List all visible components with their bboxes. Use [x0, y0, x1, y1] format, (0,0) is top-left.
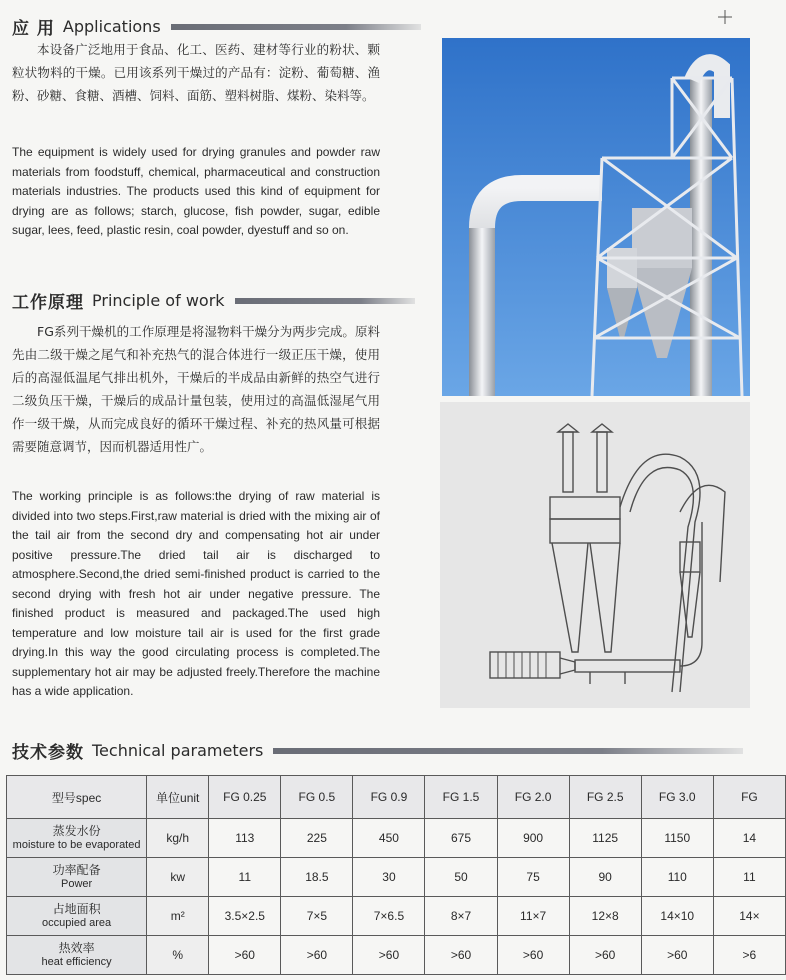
technical-heading-en: Technical parameters — [92, 741, 264, 760]
spec-header: 型号spec — [7, 776, 147, 819]
table-header-row — [7, 776, 786, 819]
table-cell: 7×6.5 — [353, 897, 425, 936]
table-row — [7, 858, 786, 897]
model-header: FG 0.5 — [281, 776, 353, 819]
principle-heading — [12, 288, 415, 313]
table-cell: >60 — [353, 936, 425, 975]
table-cell: 3.5×2.5 — [209, 897, 281, 936]
table-cell: 110 — [641, 858, 713, 897]
applications-heading — [12, 14, 421, 39]
principle-text-en: The working principle is as follows:the drying of raw material is divided into two steps.First,raw material is dried with the mixing air of the tail air from the second dry and compensating hot air under positive pressure.The dried tail air is discharged to atmosphere.Second,the dried semi-finished product is carried to the second drying with fresh hot air under negative pressure. The finished product is measured and packaged.The used high temperature and low moisture tail air is used for the first grade drying.In this way the good circulating process is completed.The supplementary hot air may be adjusted freely.Therefore the machine has a wide application. — [12, 489, 380, 698]
principle-heading-en: Principle of work — [92, 291, 225, 310]
row-label: 蒸发水份 moisture to be evaporated — [7, 819, 147, 858]
technical-parameters-table — [6, 775, 786, 975]
table-row — [7, 819, 786, 858]
row-unit: % — [147, 936, 209, 975]
crop-mark-icon — [718, 10, 732, 24]
model-header: FG 1.5 — [425, 776, 497, 819]
table-cell: >60 — [497, 936, 569, 975]
dryer-photo — [442, 38, 750, 396]
table-cell: 7×5 — [281, 897, 353, 936]
table-cell: 11×7 — [497, 897, 569, 936]
table-cell: 675 — [425, 819, 497, 858]
table-cell: >60 — [281, 936, 353, 975]
row-unit: kw — [147, 858, 209, 897]
table-cell: 11 — [713, 858, 785, 897]
model-header: FG 0.9 — [353, 776, 425, 819]
table-cell: 12×8 — [569, 897, 641, 936]
table-cell: 30 — [353, 858, 425, 897]
applications-heading-en: Applications — [62, 17, 161, 36]
model-header: FG 2.0 — [497, 776, 569, 819]
table-cell: 11 — [209, 858, 281, 897]
applications-text-en: The equipment is widely used for drying granules and powder raw materials from foodstuff, chemical, pharmaceutical and construction materials industries. The products used this kind of equipment for drying are as follows; starch, glucose, fish powder, sugar, edible sugar, lees, feed, plastic resin, coal powder, dyestuff and so on. — [12, 145, 380, 237]
table-cell: 75 — [497, 858, 569, 897]
section-divider — [171, 24, 421, 30]
applications-text-cn: 本设备广泛地用于食品、化工、医药、建材等行业的粉状、颗粒状物料的干燥。已用该系列干燥过的产品有：淀粉、葡萄糖、渔粉、砂糖、食糖、酒槽、饲料、面筋、塑料树脂、煤粉、染料等。 — [12, 42, 380, 103]
table-cell: 450 — [353, 819, 425, 858]
model-header: FG — [713, 776, 785, 819]
row-unit: kg/h — [147, 819, 209, 858]
table-cell: 1125 — [569, 819, 641, 858]
table-row — [7, 936, 786, 975]
dryer-schematic — [440, 402, 750, 708]
table-cell: 14 — [713, 819, 785, 858]
principle-heading-cn: 工作原理 — [12, 293, 84, 313]
section-divider — [273, 748, 743, 754]
table-cell: >60 — [425, 936, 497, 975]
table-cell: 90 — [569, 858, 641, 897]
table-cell: 900 — [497, 819, 569, 858]
row-label: 热效率 heat efficiency — [7, 936, 147, 975]
table-cell: 225 — [281, 819, 353, 858]
technical-heading — [12, 738, 743, 763]
table-cell: >6 — [713, 936, 785, 975]
model-header: FG 0.25 — [209, 776, 281, 819]
table-cell: 50 — [425, 858, 497, 897]
row-unit: m² — [147, 897, 209, 936]
table-cell: 113 — [209, 819, 281, 858]
model-header: FG 2.5 — [569, 776, 641, 819]
table-cell: >60 — [641, 936, 713, 975]
table-cell: 18.5 — [281, 858, 353, 897]
table-cell: 1150 — [641, 819, 713, 858]
principle-text-cn: FG系列干燥机的工作原理是将湿物料干燥分为两步完成。原料先由二级干燥之尾气和补充热气的混合体进行一级正压干燥，使用后的高湿低温尾气排出机外，干燥后的半成品由新鲜的热空气进行二级负压干燥，干燥后的成品计量包装，使用过的高温低湿尾气用作一级干燥，从而完成良好的循环干燥过程、补充的热风量可根据需要随意调节，因而机器适用性广。 — [12, 324, 380, 454]
table-cell: 14×10 — [641, 897, 713, 936]
technical-heading-cn: 技术参数 — [12, 743, 84, 763]
applications-heading-cn: 应 用 — [12, 19, 55, 39]
section-divider — [235, 298, 415, 304]
table-cell: 8×7 — [425, 897, 497, 936]
table-cell: >60 — [209, 936, 281, 975]
row-label: 功率配备 Power — [7, 858, 147, 897]
unit-header: 单位unit — [147, 776, 209, 819]
table-cell: >60 — [569, 936, 641, 975]
row-label: 占地面积 occupied area — [7, 897, 147, 936]
table-cell: 14× — [713, 897, 785, 936]
table-row — [7, 897, 786, 936]
model-header: FG 3.0 — [641, 776, 713, 819]
